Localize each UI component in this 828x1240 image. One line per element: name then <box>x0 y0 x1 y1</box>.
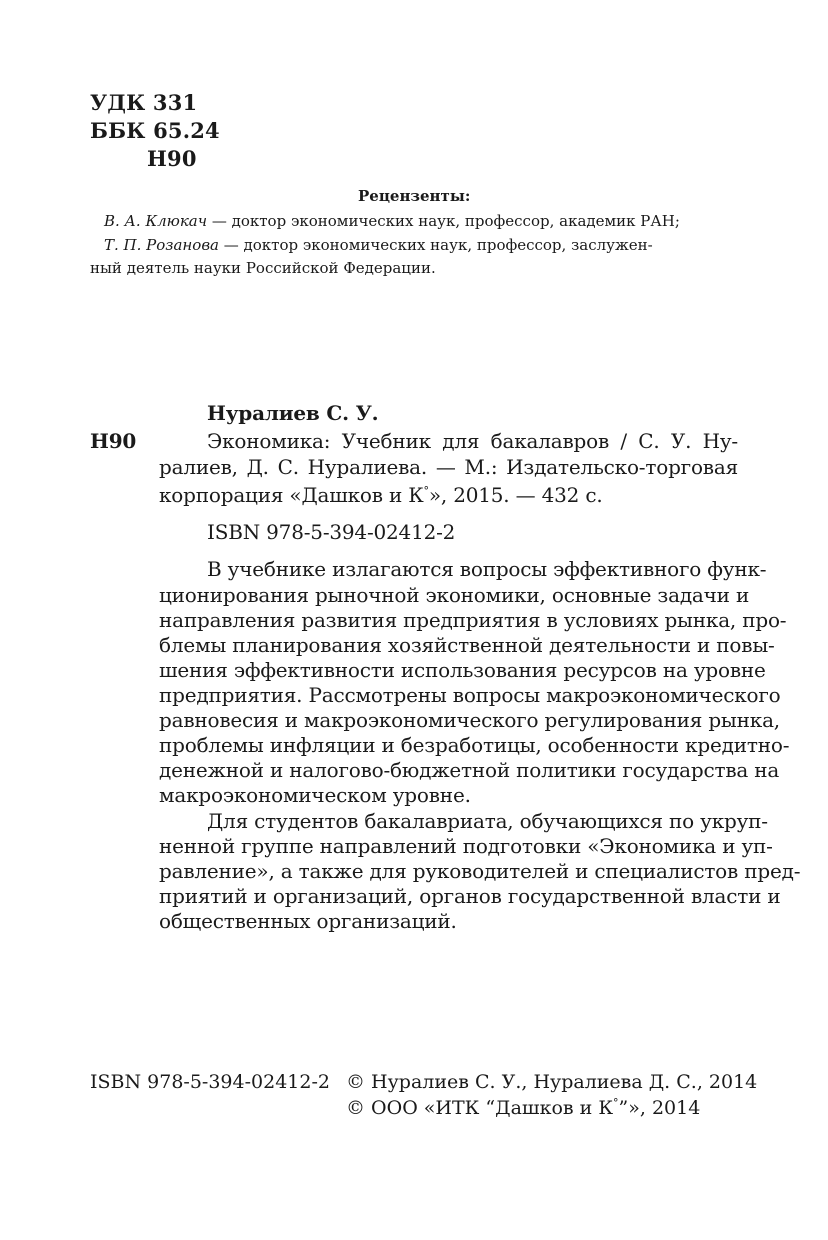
annotation-line: направления развития предприятия в условиях рынка, про- <box>159 608 787 632</box>
annotation-line: макроэкономическом уровне. <box>159 783 471 807</box>
record-title-line-2: ралиев, Д. С. Нуралиева. — М.: Издательско-торговая <box>159 455 738 479</box>
footer-isbn: ISBN 978-5-394-02412-2 <box>90 1071 330 1093</box>
reviewer-2 <box>104 234 653 257</box>
reviewer-2-name: Т. П. Розанова <box>104 236 219 254</box>
reviewer-1-desc: — доктор экономических наук, профессор, академик РАН; <box>207 212 680 230</box>
annotation-line: предприятия. Рассмотрены вопросы макроэкономического <box>159 683 781 707</box>
record-title-line-3-sup: ° <box>423 484 429 498</box>
annotation-line: денежной и налогово-бюджетной политики государства на <box>159 758 780 782</box>
annotation-line: равление», а также для руководителей и специалистов пред- <box>159 859 801 883</box>
annotation-line: В учебнике излагаются вопросы эффективного функ- <box>207 557 767 581</box>
reviewers-title: Рецензенты: <box>358 187 471 205</box>
footer-copyright-publisher-a: © ООО «ИТК “Дашков и К <box>346 1097 614 1119</box>
bbk-code: ББК 65.24 <box>90 118 220 143</box>
reviewer-1-name: В. А. Клюкач <box>104 212 208 230</box>
footer-copyright-publisher <box>346 1097 700 1119</box>
annotation-line: приятий и организаций, органов государственной власти и <box>159 884 781 908</box>
footer-copyright-publisher-b: ”», 2014 <box>618 1097 701 1119</box>
reviewer-1 <box>104 210 740 233</box>
annotation-line: равновесия и макроэкономического регулирования рынка, <box>159 708 780 732</box>
annotation-line: ционирования рыночной экономики, основные задачи и <box>159 583 750 607</box>
annotation-line: блемы планирования хозяйственной деятельности и повы- <box>159 633 775 657</box>
record-author: Нуралиев С. У. <box>207 401 379 425</box>
reviewer-2-desc: — доктор экономических наук, профессор, заслужен- <box>219 236 653 254</box>
footer-copyright-publisher-sup: ° <box>613 1096 619 1110</box>
annotation-line: общественных организаций. <box>159 909 457 933</box>
udk-code: УДК 331 <box>90 90 198 115</box>
author-mark-top: Н90 <box>147 146 197 171</box>
record-title-line-3-b: », 2015. — 432 с. <box>428 483 603 507</box>
annotation-line: проблемы инфляции и безработицы, особенности кредитно- <box>159 733 790 757</box>
annotation-line: ненной группе направлений подготовки «Экономика и уп- <box>159 834 773 858</box>
footer-copyright-authors: © Нуралиев С. У., Нуралиева Д. С., 2014 <box>346 1071 758 1093</box>
record-author-mark: Н90 <box>90 429 137 453</box>
record-isbn: ISBN 978-5-394-02412-2 <box>207 520 456 544</box>
annotation-line: шения эффективности использования ресурсов на уровне <box>159 658 766 682</box>
annotation-line: Для студентов бакалавриата, обучающихся по укруп- <box>207 809 768 833</box>
record-title-line-1: Экономика: Учебник для бакалавров / С. У. Ну- <box>207 429 738 453</box>
reviewer-2-cont: ный деятель науки Российской Федерации. <box>90 259 436 277</box>
record-title-line-3-a: корпорация «Дашков и К <box>159 483 424 507</box>
record-title-line-3 <box>159 483 602 507</box>
